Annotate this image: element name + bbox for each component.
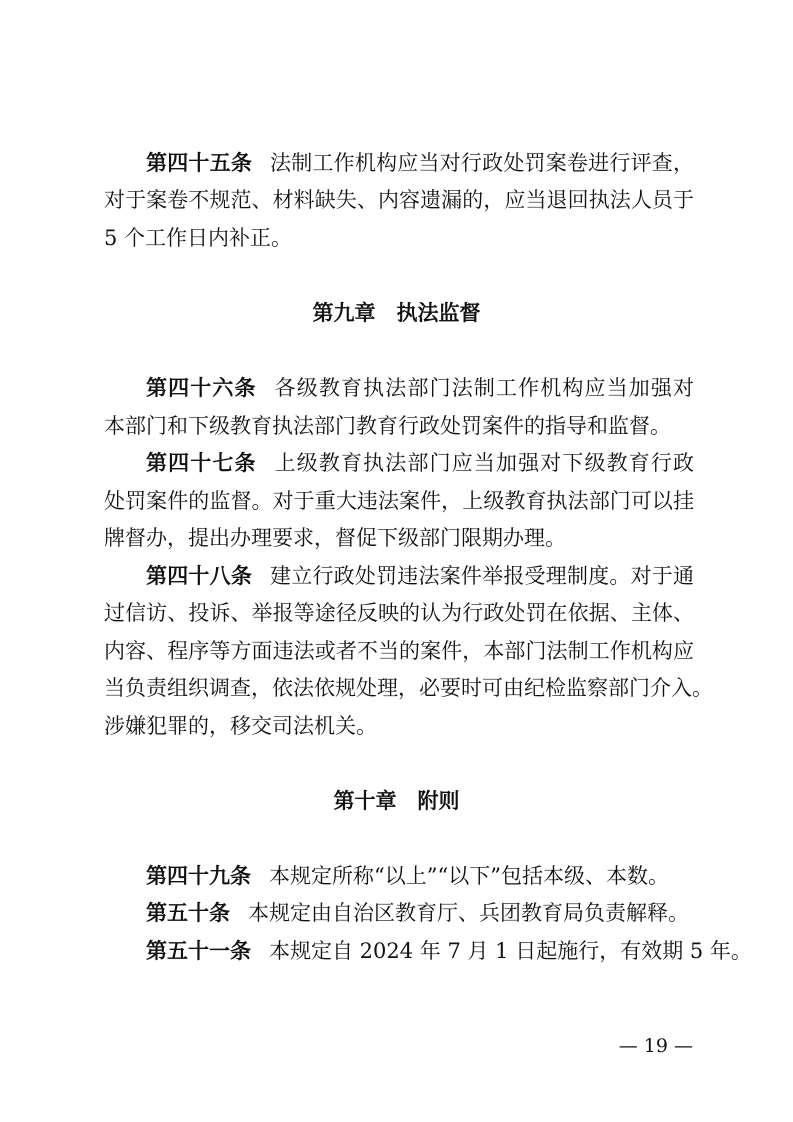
article-48-line-2: 过信访、投诉、举报等途径反映的认为行政处罚在依据、主体、 bbox=[104, 601, 694, 625]
article-47-line-2: 处罚案件的监督。对于重大违法案件，上级教育执法部门可以挂 bbox=[104, 489, 694, 513]
article-50-line-1 bbox=[146, 901, 694, 925]
article-49-line-1 bbox=[146, 864, 694, 888]
article-46-title: 第四十六条 bbox=[146, 376, 257, 400]
article-49-text-1: 本规定所称“以上”“以下”包括本级、本数。 bbox=[269, 864, 669, 888]
article-48-title: 第四十八条 bbox=[146, 564, 253, 588]
article-48-line-4: 当负责组织调查，依法依规处理，必要时可由纪检监察部门介入。 bbox=[104, 676, 713, 700]
article-45-line-1 bbox=[146, 151, 694, 175]
article-47-text-1: 上级教育执法部门应当加强对下级教育行政 bbox=[274, 451, 695, 475]
article-45-text-1: 法制工作机构应当对行政处罚案卷进行评查， bbox=[270, 151, 695, 175]
article-48-line-1 bbox=[146, 564, 694, 588]
article-46-line-2: 本部门和下级教育执法部门教育行政处罚案件的指导和监督。 bbox=[104, 414, 671, 438]
article-51-text-1: 本规定自 2024 年 7 月 1 日起施行，有效期 5 年。 bbox=[269, 939, 752, 963]
page-number: — 19 — bbox=[618, 1035, 693, 1057]
article-46-text-1: 各级教育执法部门法制工作机构应当加强对 bbox=[274, 376, 695, 400]
article-47-line-1 bbox=[146, 451, 694, 475]
article-46-line-1 bbox=[146, 376, 694, 400]
article-45-line-2: 对于案卷不规范、材料缺失、内容遗漏的，应当退回执法人员于 bbox=[104, 188, 694, 212]
article-48-line-3: 内容、程序等方面违法或者不当的案件，本部门法制工作机构应 bbox=[104, 639, 694, 663]
article-49-title: 第四十九条 bbox=[146, 864, 251, 888]
chapter-9-heading: 第九章 执法监督 bbox=[312, 301, 481, 325]
article-51-line-1 bbox=[146, 939, 752, 963]
article-50-title: 第五十条 bbox=[146, 901, 230, 925]
article-50-text-1: 本规定由自治区教育厅、兵团教育局负责解释。 bbox=[248, 901, 689, 925]
chapter-10-heading: 第十章 附则 bbox=[333, 789, 460, 813]
article-45-title: 第四十五条 bbox=[146, 151, 253, 175]
article-51-title: 第五十一条 bbox=[146, 939, 251, 963]
article-47-title: 第四十七条 bbox=[146, 451, 257, 475]
article-48-text-1: 建立行政处罚违法案件举报受理制度。对于通 bbox=[270, 564, 695, 588]
article-45-line-3: 5 个工作日内补正。 bbox=[104, 226, 293, 250]
article-48-line-5: 涉嫌犯罪的，移交司法机关。 bbox=[104, 714, 377, 738]
article-47-line-3: 牌督办，提出办理要求，督促下级部门限期办理。 bbox=[104, 526, 566, 550]
